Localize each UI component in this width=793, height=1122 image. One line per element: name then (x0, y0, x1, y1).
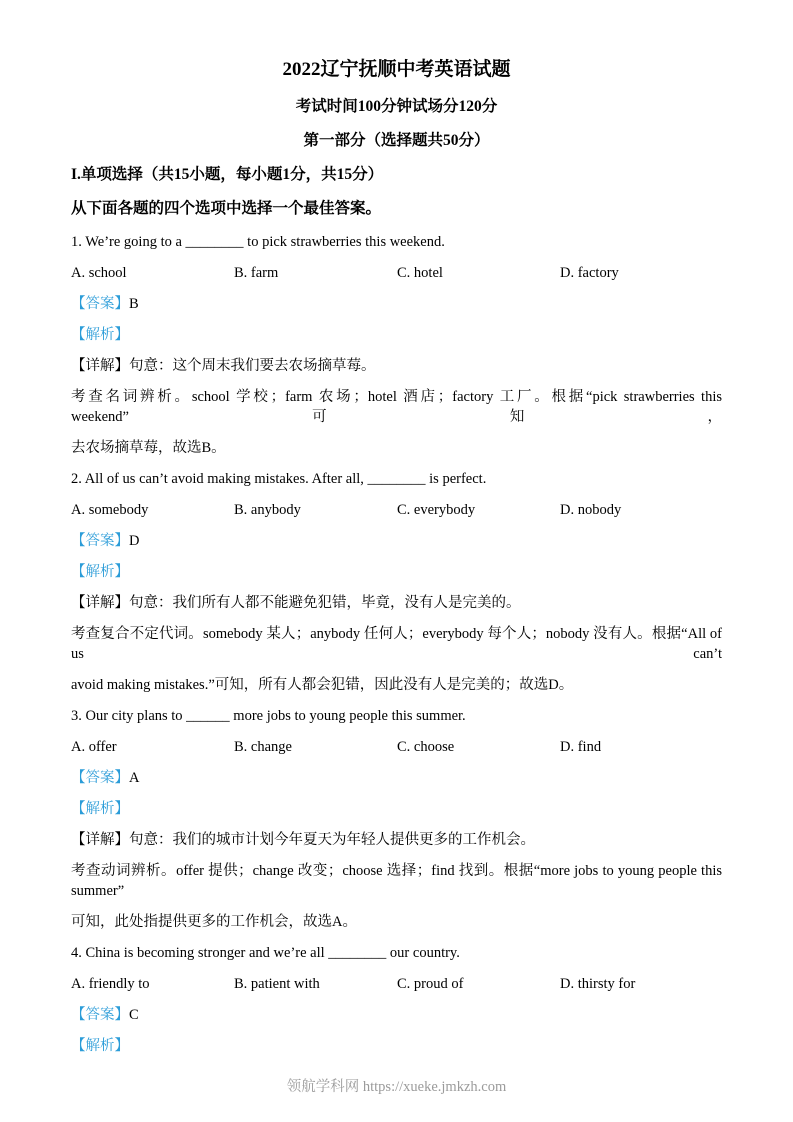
explanation-line: 【详解】句意：我们的城市计划今年夏天为年轻人提供更多的工作机会。 (71, 832, 535, 848)
question-stem: 1. We’re going to a ________ to pick strawberries this weekend. (71, 234, 445, 250)
explanation-line: 考查名词辨析。school 学校；farm 农场；hotel 酒店；factory 工厂。根据“pick strawberries this weekend”可知， (71, 389, 722, 425)
explanation-line: 去农场摘草莓，故选B。 (71, 440, 226, 456)
option-b: B. patient with (234, 976, 320, 992)
options-row (71, 974, 722, 994)
options-row (71, 737, 722, 757)
answer-value: C (129, 1007, 139, 1023)
options-row (71, 263, 722, 283)
explanation-line: 【详解】句意：我们所有人都不能避免犯错，毕竟，没有人是完美的。 (71, 595, 521, 611)
option-d: D. find (560, 739, 602, 755)
explanation-line: 【详解】句意：这个周末我们要去农场摘草莓。 (71, 358, 376, 374)
option-b: B. anybody (234, 502, 301, 518)
option-c: C. proud of (397, 976, 464, 992)
option-c: C. everybody (397, 502, 476, 518)
option-b: B. farm (234, 265, 279, 281)
answer-label: 【答案】 (71, 296, 129, 312)
analysis-label: 【解析】 (71, 801, 129, 817)
answer-line (71, 531, 722, 551)
question-stem: 2. All of us can’t avoid making mistakes. After all, ________ is perfect. (71, 471, 487, 487)
questions-list (71, 232, 722, 1056)
explanation-line: 考查动词辨析。offer 提供；change 改变；choose 选择；find 找到。根据“more jobs to young people this summer” (71, 863, 722, 899)
exam-info: 考试时间100分钟试场分120分 (295, 98, 498, 115)
option-b: B. change (234, 739, 292, 755)
options-row (71, 500, 722, 520)
analysis-label: 【解析】 (71, 1038, 129, 1054)
option-c: C. hotel (397, 265, 443, 281)
option-a: A. somebody (71, 502, 149, 518)
answer-line (71, 1005, 722, 1025)
part-heading: I.单项选择（共15小题，每小题1分，共15分） (71, 166, 384, 183)
option-a: A. friendly to (71, 976, 150, 992)
section-heading: 第一部分（选择题共50分） (303, 132, 490, 149)
explanation-line: 考查复合不定代词。somebody 某人；anybody 任何人；everybody 每个人；nobody 没有人。根据“All of us can’t (71, 626, 722, 662)
question-stem: 3. Our city plans to ______ more jobs to young people this summer. (71, 708, 466, 724)
analysis-label: 【解析】 (71, 327, 129, 343)
explanation-line: avoid making mistakes.”可知，所有人都会犯错，因此没有人是完美的；故选D。 (71, 677, 574, 693)
option-d: D. factory (560, 265, 619, 281)
explanation-line: 可知，此处指提供更多的工作机会，故选A。 (71, 914, 357, 930)
answer-label: 【答案】 (71, 533, 129, 549)
answer-value: D (129, 533, 140, 549)
option-c: C. choose (397, 739, 455, 755)
answer-label: 【答案】 (71, 1007, 129, 1023)
answer-value: A (129, 770, 140, 786)
option-a: A. school (71, 265, 127, 281)
question-stem: 4. China is becoming stronger and we’re all ________ our country. (71, 945, 460, 961)
answer-line (71, 768, 722, 788)
instruction: 从下面各题的四个选项中选择一个最佳答案。 (71, 200, 382, 217)
option-d: D. nobody (560, 502, 622, 518)
page-title: 2022辽宁抚顺中考英语试题 (282, 59, 511, 80)
option-a: A. offer (71, 739, 117, 755)
analysis-label: 【解析】 (71, 564, 129, 580)
answer-line (71, 294, 722, 314)
option-d: D. thirsty for (560, 976, 636, 992)
answer-value: B (129, 296, 139, 312)
footer-watermark: 领航学科网 https://xueke.jmkzh.com (286, 1079, 507, 1095)
answer-label: 【答案】 (71, 770, 129, 786)
